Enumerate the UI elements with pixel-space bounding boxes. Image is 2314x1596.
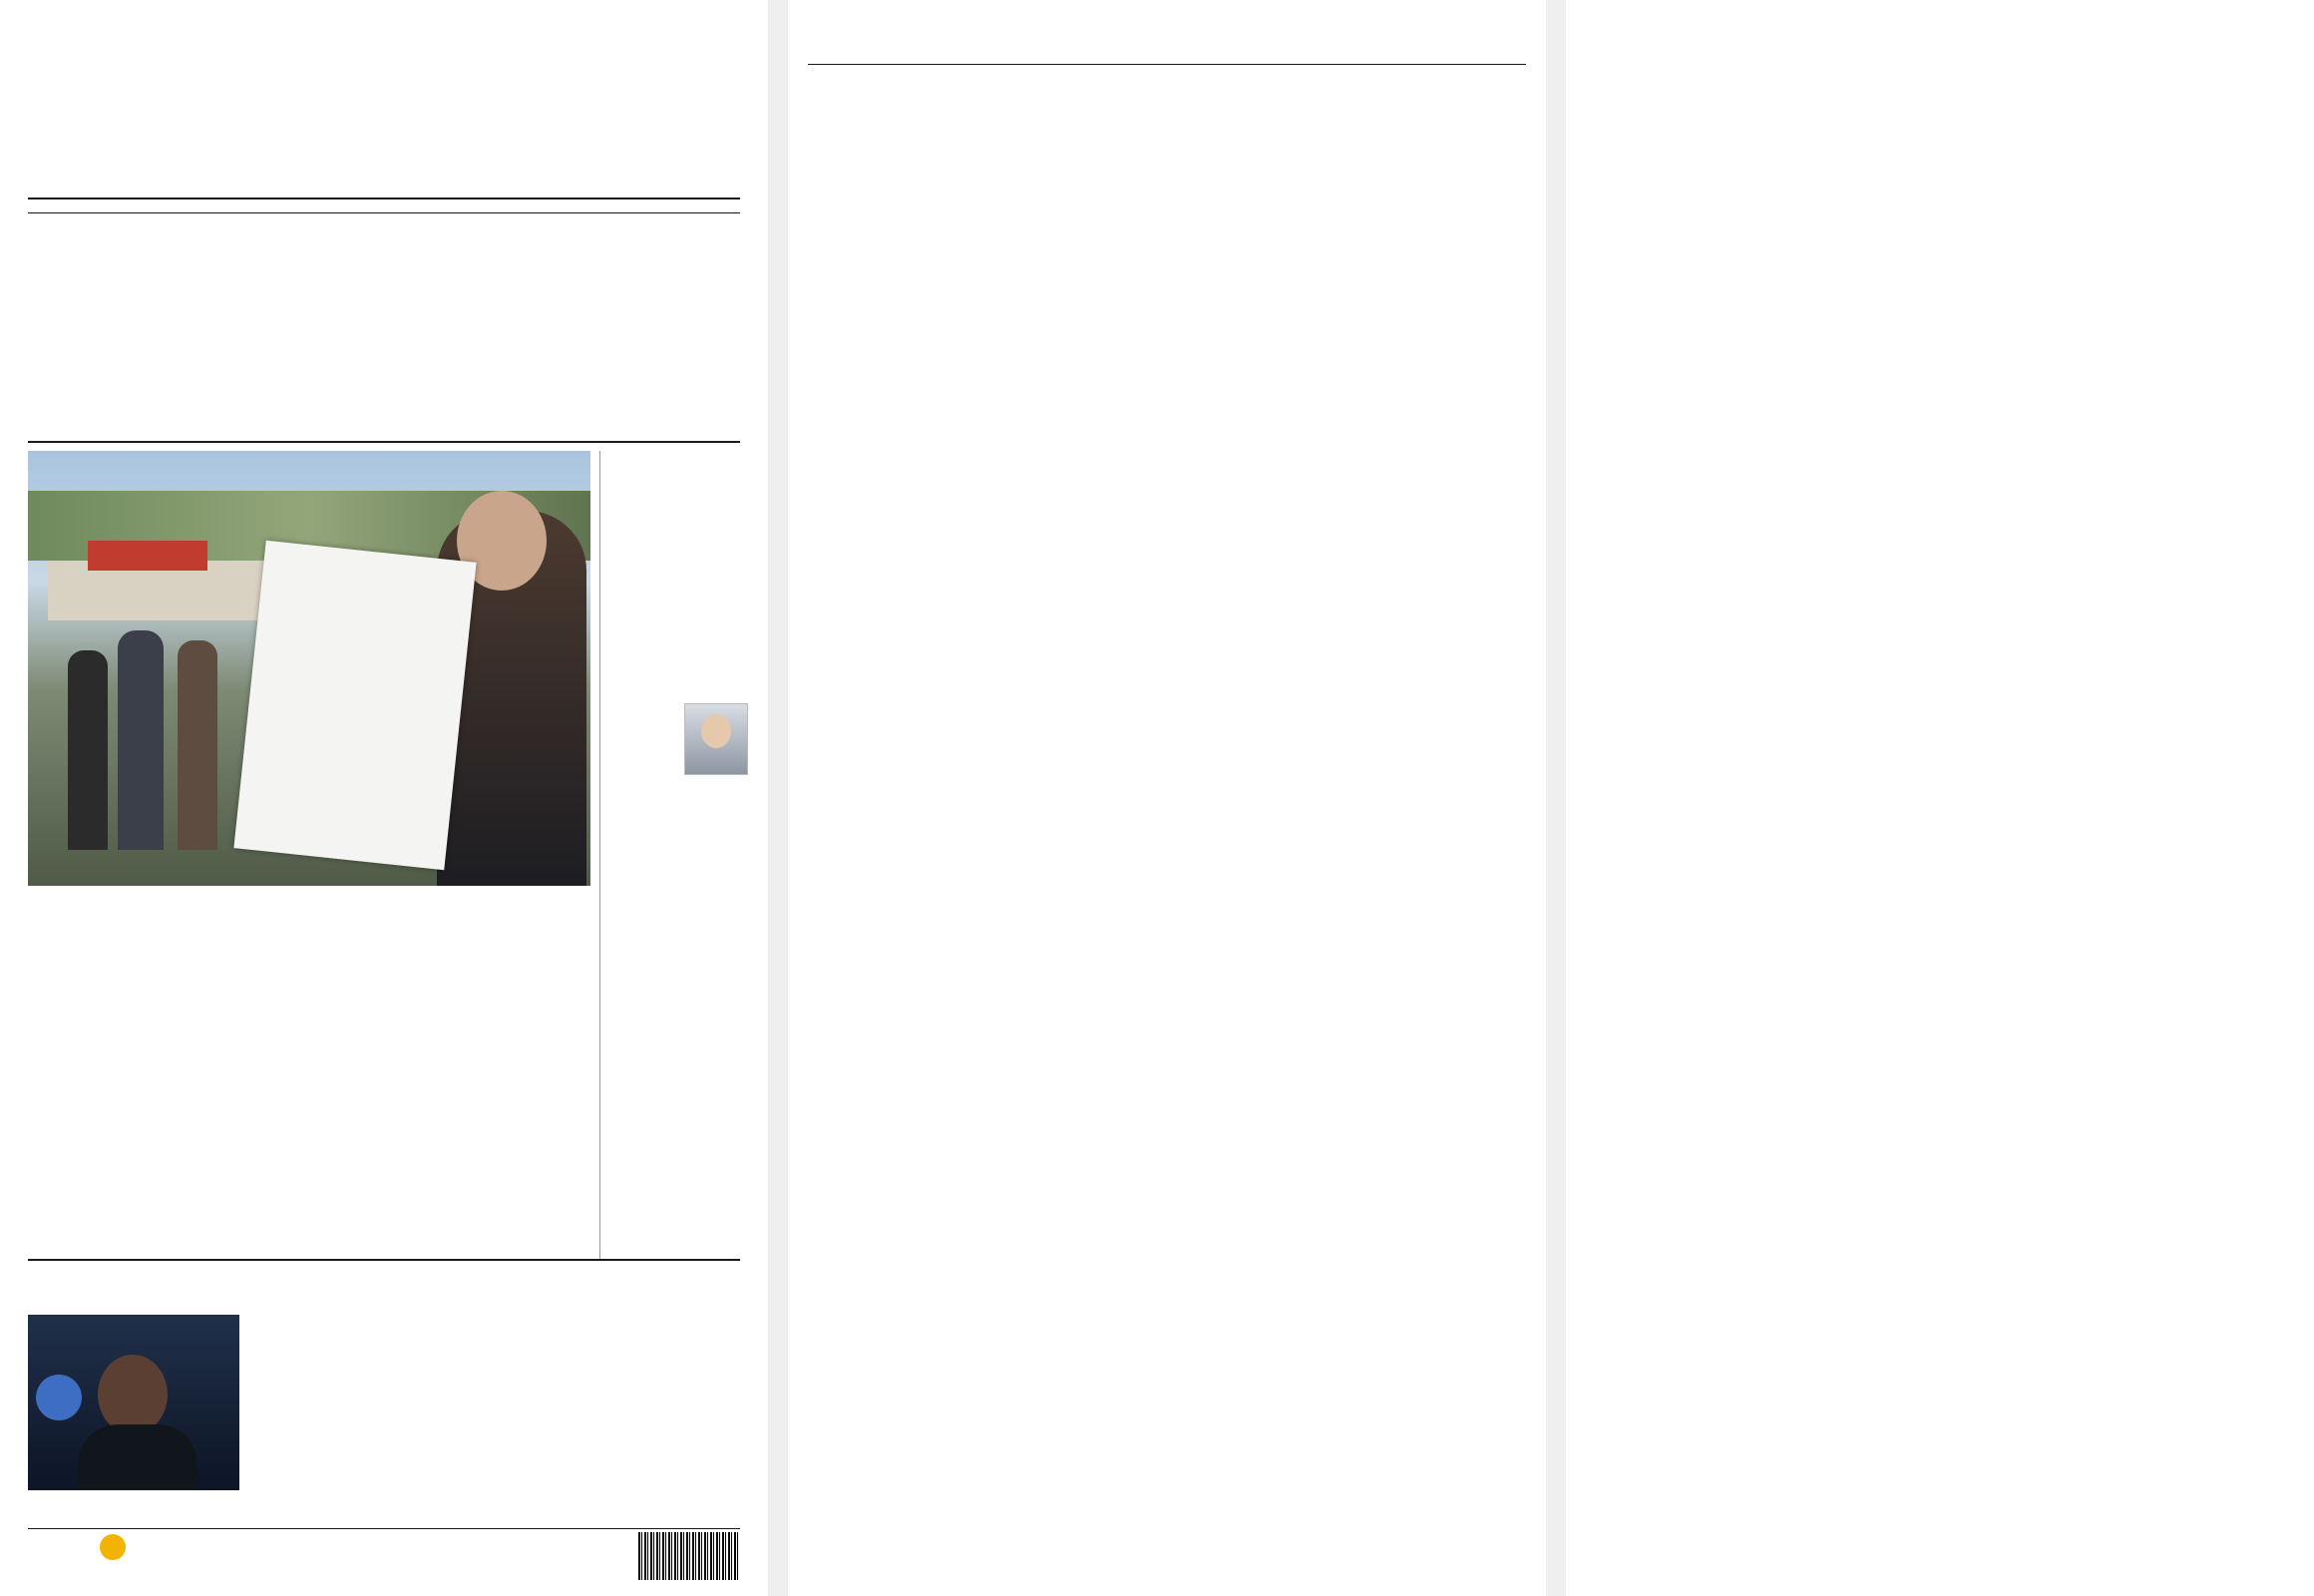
barcode [638, 1532, 740, 1580]
front-page [0, 0, 768, 1596]
sign-line [274, 560, 465, 580]
sign-line [273, 570, 464, 590]
story-no-jail [28, 271, 740, 433]
protest-sign [233, 541, 476, 870]
protest-photo [28, 451, 590, 886]
story-gary [249, 1315, 600, 1319]
story-body [28, 275, 740, 415]
sign-line [274, 560, 465, 580]
page-gutter [768, 0, 788, 1596]
parents-body [28, 1043, 598, 1255]
story-brickner [608, 670, 748, 674]
gary-photo [28, 1315, 239, 1490]
weather-high [136, 1539, 146, 1555]
sign-line [273, 570, 464, 590]
page-gutter [1546, 0, 1566, 1596]
sun-icon [100, 1534, 126, 1560]
brickner-body [608, 698, 748, 1257]
sign-line [273, 570, 464, 590]
gary-body [249, 1341, 600, 1520]
story-parents [28, 1015, 598, 1019]
brickner-headshot [684, 703, 748, 775]
page-2 [788, 0, 1546, 1596]
quickly-body-left [808, 182, 1123, 391]
